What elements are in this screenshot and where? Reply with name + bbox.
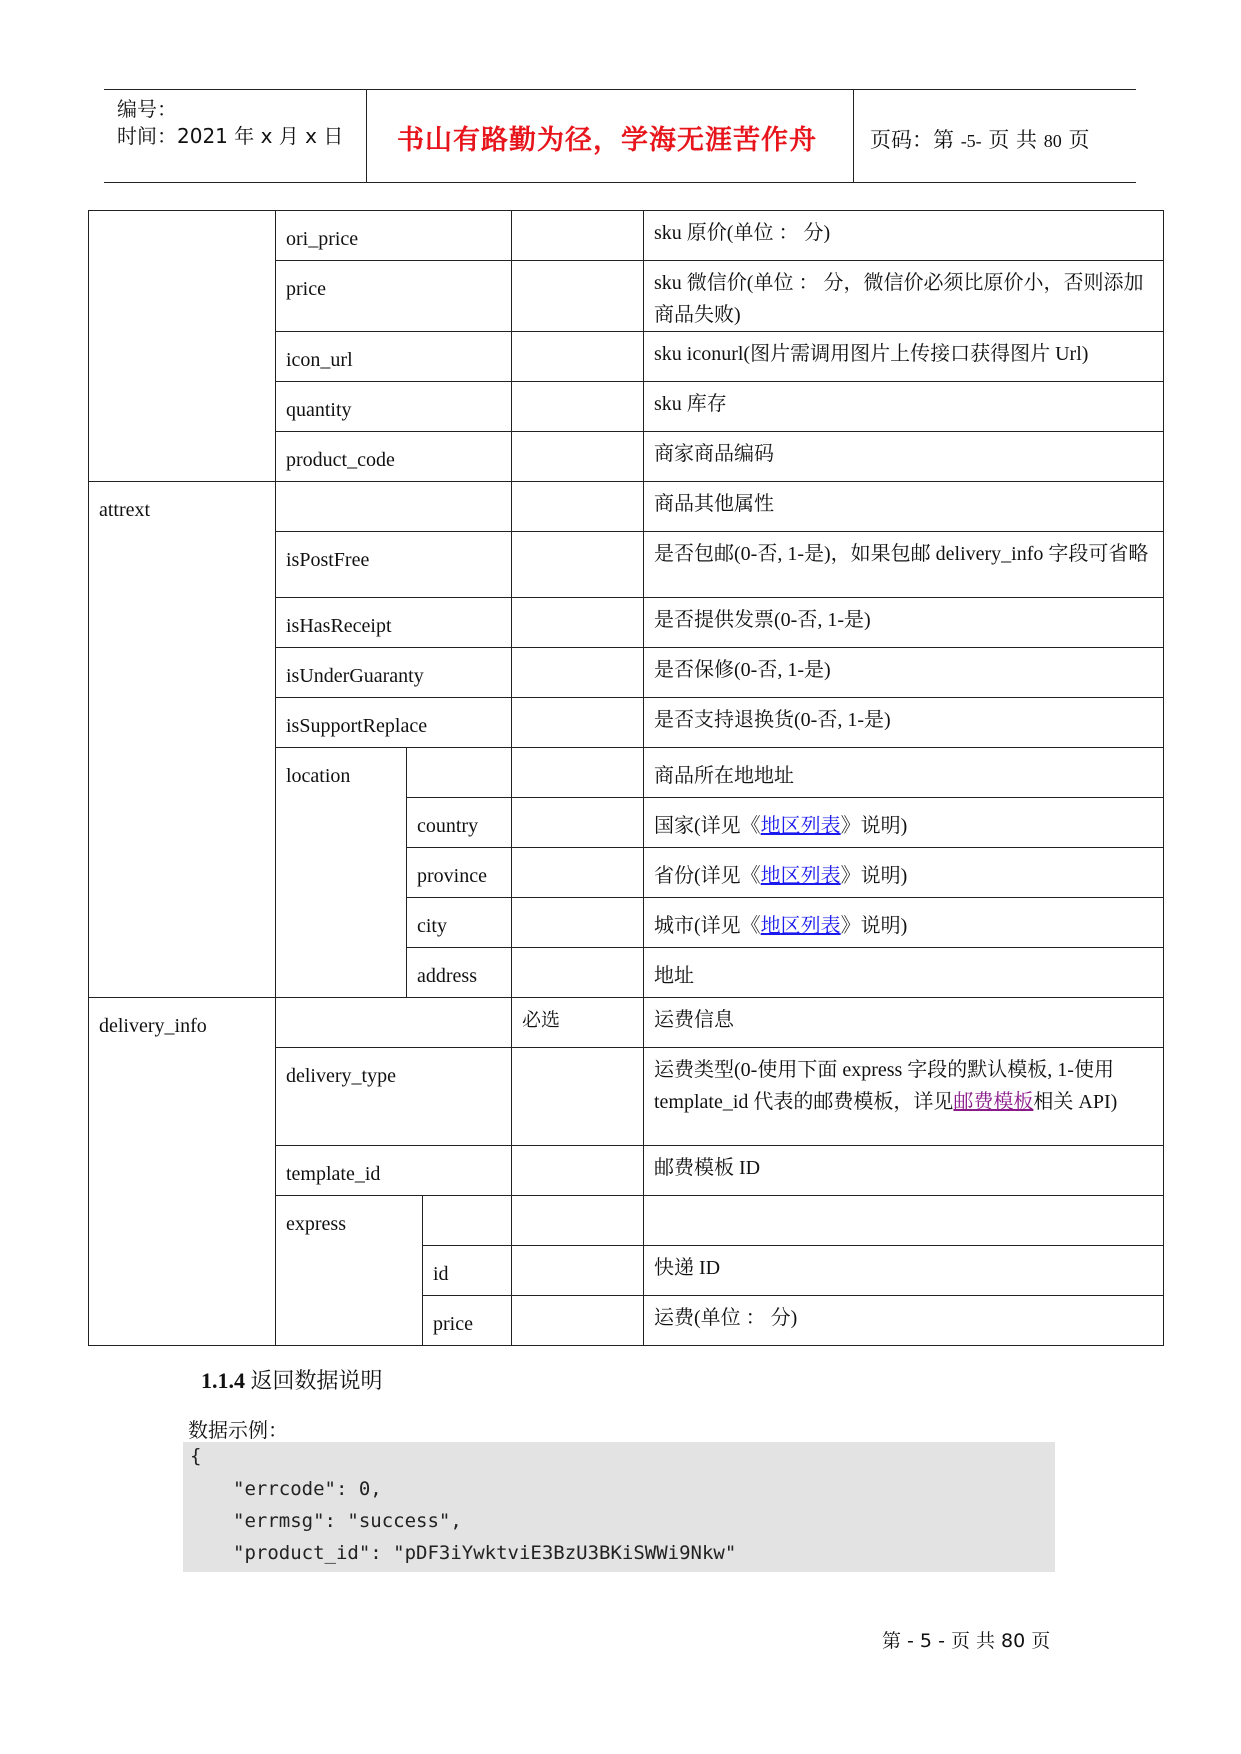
param-name: isSupportReplace xyxy=(276,698,512,748)
param-desc: 是否支持退换货(0-否, 1-是) xyxy=(644,698,1164,748)
required-cell xyxy=(512,1196,644,1246)
param-desc xyxy=(644,798,1164,848)
required-cell xyxy=(512,1246,644,1296)
param-desc xyxy=(644,1196,1164,1246)
required-cell xyxy=(512,532,644,598)
empty-cell xyxy=(407,748,512,798)
parameter-table xyxy=(88,210,1164,1346)
page-prefix: 页码：第 xyxy=(870,128,954,152)
param-desc: 运费(单位 ： 分) xyxy=(644,1296,1164,1346)
section-number: 1.1.4 xyxy=(201,1368,245,1393)
required-cell xyxy=(512,432,644,482)
table-row xyxy=(89,211,1164,261)
param-name: id xyxy=(423,1246,512,1296)
param-name: isUnderGuaranty xyxy=(276,648,512,698)
param-name: address xyxy=(407,948,512,998)
param-name: isPostFree xyxy=(276,532,512,598)
desc-text: 运费类型(0-使用下面 express 字段的默认模板, 1-使用 template_id 代表的邮费模板，详见 xyxy=(654,1059,1114,1113)
required-cell xyxy=(512,332,644,382)
required-cell xyxy=(512,948,644,998)
required-cell xyxy=(512,648,644,698)
param-desc: 商家商品编码 xyxy=(644,432,1164,482)
desc-text: 城市(详见《 xyxy=(654,915,761,937)
param-desc xyxy=(644,848,1164,898)
section-heading xyxy=(201,1364,383,1395)
region-list-link[interactable]: 地区列表 xyxy=(760,865,841,887)
param-desc: 邮费模板 ID xyxy=(644,1146,1164,1196)
param-desc: sku 原价(单位 ： 分) xyxy=(644,211,1164,261)
required-cell xyxy=(512,211,644,261)
code-line: "product_id": "pDF3iYwktviE3BzU3BKiSWWi9Nkw" xyxy=(233,1542,737,1564)
doc-time-label: 时间：2021 年 x 月 x 日 xyxy=(117,124,344,148)
empty-cell xyxy=(276,998,512,1048)
doc-number-label: 编号： xyxy=(117,97,177,121)
param-name: quantity xyxy=(276,382,512,432)
table-row xyxy=(89,482,1164,532)
desc-text: 相关 API) xyxy=(1033,1091,1118,1113)
required-cell xyxy=(512,798,644,848)
param-name: product_code xyxy=(276,432,512,482)
required-cell xyxy=(512,898,644,948)
param-name: price xyxy=(423,1296,512,1346)
required-cell: 必选 xyxy=(512,998,644,1048)
param-desc: 商品其他属性 xyxy=(644,482,1164,532)
param-name: icon_url xyxy=(276,332,512,382)
param-name: express xyxy=(276,1196,423,1346)
page-number: -5- xyxy=(960,131,982,151)
empty-cell xyxy=(423,1196,512,1246)
param-name: location xyxy=(276,748,407,998)
param-desc: 是否保修(0-否, 1-是) xyxy=(644,648,1164,698)
required-cell xyxy=(512,382,644,432)
param-name: ori_price xyxy=(276,211,512,261)
desc-text: 》说明) xyxy=(840,915,908,937)
header-bottom-rule xyxy=(104,182,1136,183)
required-cell xyxy=(512,698,644,748)
code-block xyxy=(183,1442,1055,1572)
page-mid: 页 共 xyxy=(988,128,1038,152)
required-cell xyxy=(512,261,644,332)
param-desc: sku 库存 xyxy=(644,382,1164,432)
required-cell xyxy=(512,1146,644,1196)
param-name: price xyxy=(276,261,512,332)
param-name: country xyxy=(407,798,512,848)
header-divider-left xyxy=(366,89,367,183)
param-desc: 商品所在地地址 xyxy=(644,748,1164,798)
param-name: province xyxy=(407,848,512,898)
param-name: city xyxy=(407,898,512,948)
param-desc: sku 微信价(单位 ： 分，微信价必须比原价小，否则添加商品失败) xyxy=(644,261,1164,332)
section-title: 返回数据说明 xyxy=(250,1369,383,1394)
param-desc: 是否提供发票(0-否, 1-是) xyxy=(644,598,1164,648)
code-line: "errcode": 0, xyxy=(233,1478,382,1500)
postage-template-link[interactable]: 邮费模板 xyxy=(953,1091,1034,1113)
code-line: "errmsg": "success", xyxy=(233,1510,462,1532)
param-name: delivery_info xyxy=(89,998,276,1346)
example-label: 数据示例： xyxy=(188,1418,288,1442)
page-suffix: 页 xyxy=(1068,128,1090,152)
required-cell xyxy=(512,598,644,648)
param-name: attrext xyxy=(89,482,276,998)
region-list-link[interactable]: 地区列表 xyxy=(760,815,841,837)
header-motto: 书山有路勤为径，学海无涯苦作舟 xyxy=(397,125,817,156)
required-cell xyxy=(512,1296,644,1346)
empty-cell xyxy=(89,211,276,482)
param-desc: 快递 ID xyxy=(644,1246,1164,1296)
param-desc: sku iconurl(图片需调用图片上传接口获得图片 Url) xyxy=(644,332,1164,382)
param-desc: 地址 xyxy=(644,948,1164,998)
required-cell xyxy=(512,748,644,798)
param-desc: 是否包邮(0-否, 1-是)，如果包邮 delivery_info 字段可省略 xyxy=(644,532,1164,598)
table-row xyxy=(89,998,1164,1048)
param-desc xyxy=(644,898,1164,948)
desc-text: 》说明) xyxy=(840,865,908,887)
desc-text: 国家(详见《 xyxy=(654,815,761,837)
header-top-rule xyxy=(104,89,1136,90)
required-cell xyxy=(512,482,644,532)
param-name: template_id xyxy=(276,1146,512,1196)
param-name: isHasReceipt xyxy=(276,598,512,648)
required-cell xyxy=(512,1048,644,1146)
empty-cell xyxy=(276,482,512,532)
code-line: { xyxy=(190,1445,202,1467)
param-desc: 运费信息 xyxy=(644,998,1164,1048)
page-footer: 第 - 5 - 页 共 80 页 xyxy=(882,1630,1051,1652)
desc-text: 省份(详见《 xyxy=(654,865,761,887)
desc-text: 》说明) xyxy=(840,815,908,837)
param-desc xyxy=(644,1048,1164,1146)
header-divider-right xyxy=(853,89,854,183)
region-list-link[interactable]: 地区列表 xyxy=(760,915,841,937)
param-name: delivery_type xyxy=(276,1048,512,1146)
page-total: 80 xyxy=(1043,131,1062,151)
header-page-indicator xyxy=(870,124,1089,154)
required-cell xyxy=(512,848,644,898)
